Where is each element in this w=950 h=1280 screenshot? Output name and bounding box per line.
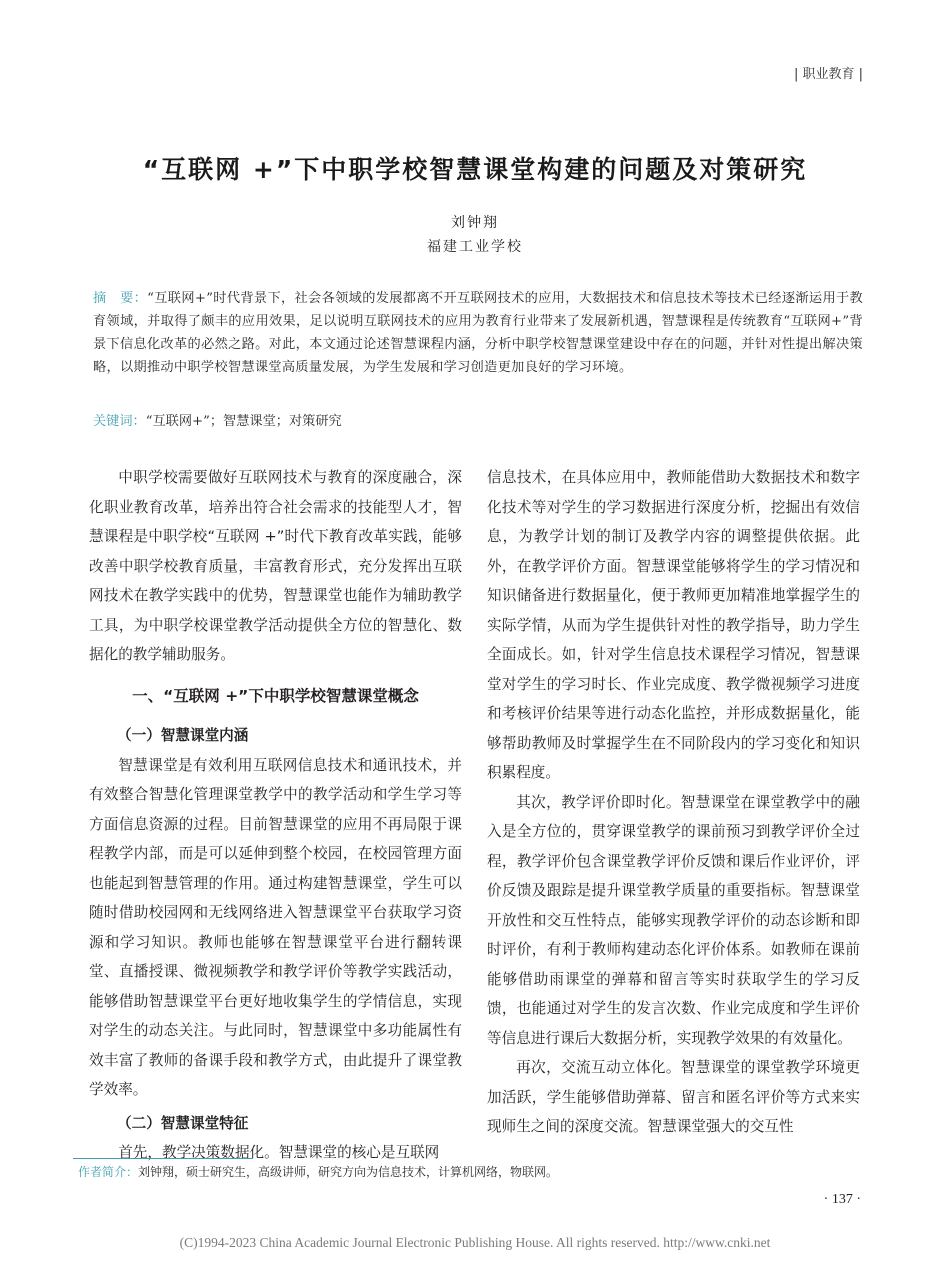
keywords-text: “互联网+”；智慧课堂；对策研究 (145, 414, 342, 429)
subsection-1-heading: （一）智慧课堂内涵 (117, 727, 249, 744)
author-affiliation: 福建工业学校 (427, 239, 523, 255)
abstract-text: “互联网+”时代背景下，社会各领域的发展都离不开互联网技术的应用，大数据技术和信息技术等技术已经逐渐运用于教育领域，并取得了颇丰的应用效果，足以说明互联网技术的应用为教育行业带来了发展新机遇，智慧课程是传统教育“互联网+”背景下信息化改革的必然之路。对此，本文通过论述智慧课程内涵，分析中职学校智慧课堂建设中存在的问题，并针对性提出解决策略，以期推动中职学校智慧课堂高质量发展，为学生发展和学习创造更加良好的学习环境。 (93, 291, 864, 375)
author-footnote (78, 1163, 878, 1180)
footnote-divider (73, 1158, 253, 1159)
abstract (93, 287, 863, 379)
footnote-label: 作者简介： (78, 1165, 139, 1179)
copyright-notice: (C)1994-2023 China Academic Journal Electronic Publishing House. All rights reserved. http://www.cnki.net (179, 1235, 771, 1250)
right-column (487, 463, 860, 1142)
journal-section-tag: | 职业教育 | (793, 67, 863, 82)
evaluation-paragraph: 其次，教学评价即时化。智慧课堂在课堂教学中的融入是全方位的，贯穿课堂教学的课前预习到教学评价全过程，教学评价包含课堂教学评价反馈和课后作业评价，评价反馈及跟踪是提升课堂教学质量的重要指标。智慧课堂开放性和交互性特点，能够实现教学评价的动态诊断和即时评价，有利于教师构建动态化评价体系。如教师在课前能够借助雨课堂的弹幕和留言等实时获取学生的学习反馈，也能通过对学生的发言次数、作业完成度和学生评价等信息进行课后大数据分析，实现教学效果的有效量化。 (487, 793, 860, 1047)
abstract-label: 摘 要： (93, 291, 148, 306)
footnote-text: 刘钟翔，硕士研究生，高级讲师，研究方向为信息技术，计算机网络，物联网。 (138, 1165, 559, 1179)
page-number: · 137 · (823, 1192, 861, 1207)
author-name: 刘钟翔 (451, 215, 499, 231)
article-title: “互联网 +”下中职学校智慧课堂构建的问题及对策研究 (142, 155, 808, 184)
left-column (89, 463, 462, 1168)
subsection-1-paragraph: 智慧课堂是有效利用互联网信息技术和通讯技术，并有效整合智慧化管理课堂教学中的教学活动和学生学习等方面信息资源的过程。目前智慧课堂的应用不再局限于课程教学内部，而是可以延伸到整个校园，在校园管理方面也能起到智慧管理的作用。通过构建智慧课堂，学生可以随时借助校园网和无线网络进入智慧课堂平台获取学习资源和学习知识。教师也能够在智慧课堂平台进行翻转课堂、直播授课、微视频教学和教学评价等教学实践活动，能够借助智慧课堂平台更好地收集学生的学情信息，实现对学生的动态关注。与此同时，智慧课堂中多功能属性有效丰富了教师的备课手段和教学方式，由此提升了课堂教学效率。 (89, 756, 462, 1098)
subsection-2-heading: （二）智慧课堂特征 (117, 1114, 249, 1132)
subsection-2-paragraph-start: 首先，教学决策数据化。智慧课堂的核心是互联网 (118, 1144, 440, 1161)
keywords-label: 关键词： (93, 414, 146, 429)
keywords (93, 410, 863, 433)
section-1-heading: 一、“互联网 +”下中职学校智慧课堂概念 (132, 686, 419, 705)
intro-paragraph: 中职学校需要做好互联网技术与教育的深度融合，深化职业教育改革，培养出符合社会需求的技能型人才，智慧课程是中职学校“互联网 +”时代下教育改革实践，能够改善中职学校教育质量，丰富教育形式，充分发挥出互联网技术在教学实践中的优势，智慧课堂也能作为辅助教学工具，为中职学校课堂教学活动提供全方位的智慧化、数据化的教学辅助服务。 (89, 469, 462, 663)
interaction-paragraph: 再次，交流互动立体化。智慧课堂的课堂教学环境更加活跃，学生能够借助弹幕、留言和匿名评价等方式来实现师生之间的深度交流。智慧课堂强大的交互性 (487, 1059, 860, 1135)
continued-paragraph: 信息技术，在具体应用中，教师能借助大数据技术和数字化技术等对学生的学习数据进行深度分析，挖掘出有效信息，为教学计划的制订及教学内容的调整提供依据。此外，在教学评价方面。智慧课堂能够将学生的学习情况和知识储备进行数据量化，便于教师更加精准地掌握学生的实际学情，从而为学生提供针对性的教学指导，助力学生全面成长。如，针对学生信息技术课程学习情况，智慧课堂对学生的学习时长、作业完成度、教学微视频学习进度和考核评价结果等进行动态化监控，并形成数据量化，能够帮助教师及时掌握学生在不同阶段内的学习变化和知识积累程度。 (487, 469, 860, 781)
